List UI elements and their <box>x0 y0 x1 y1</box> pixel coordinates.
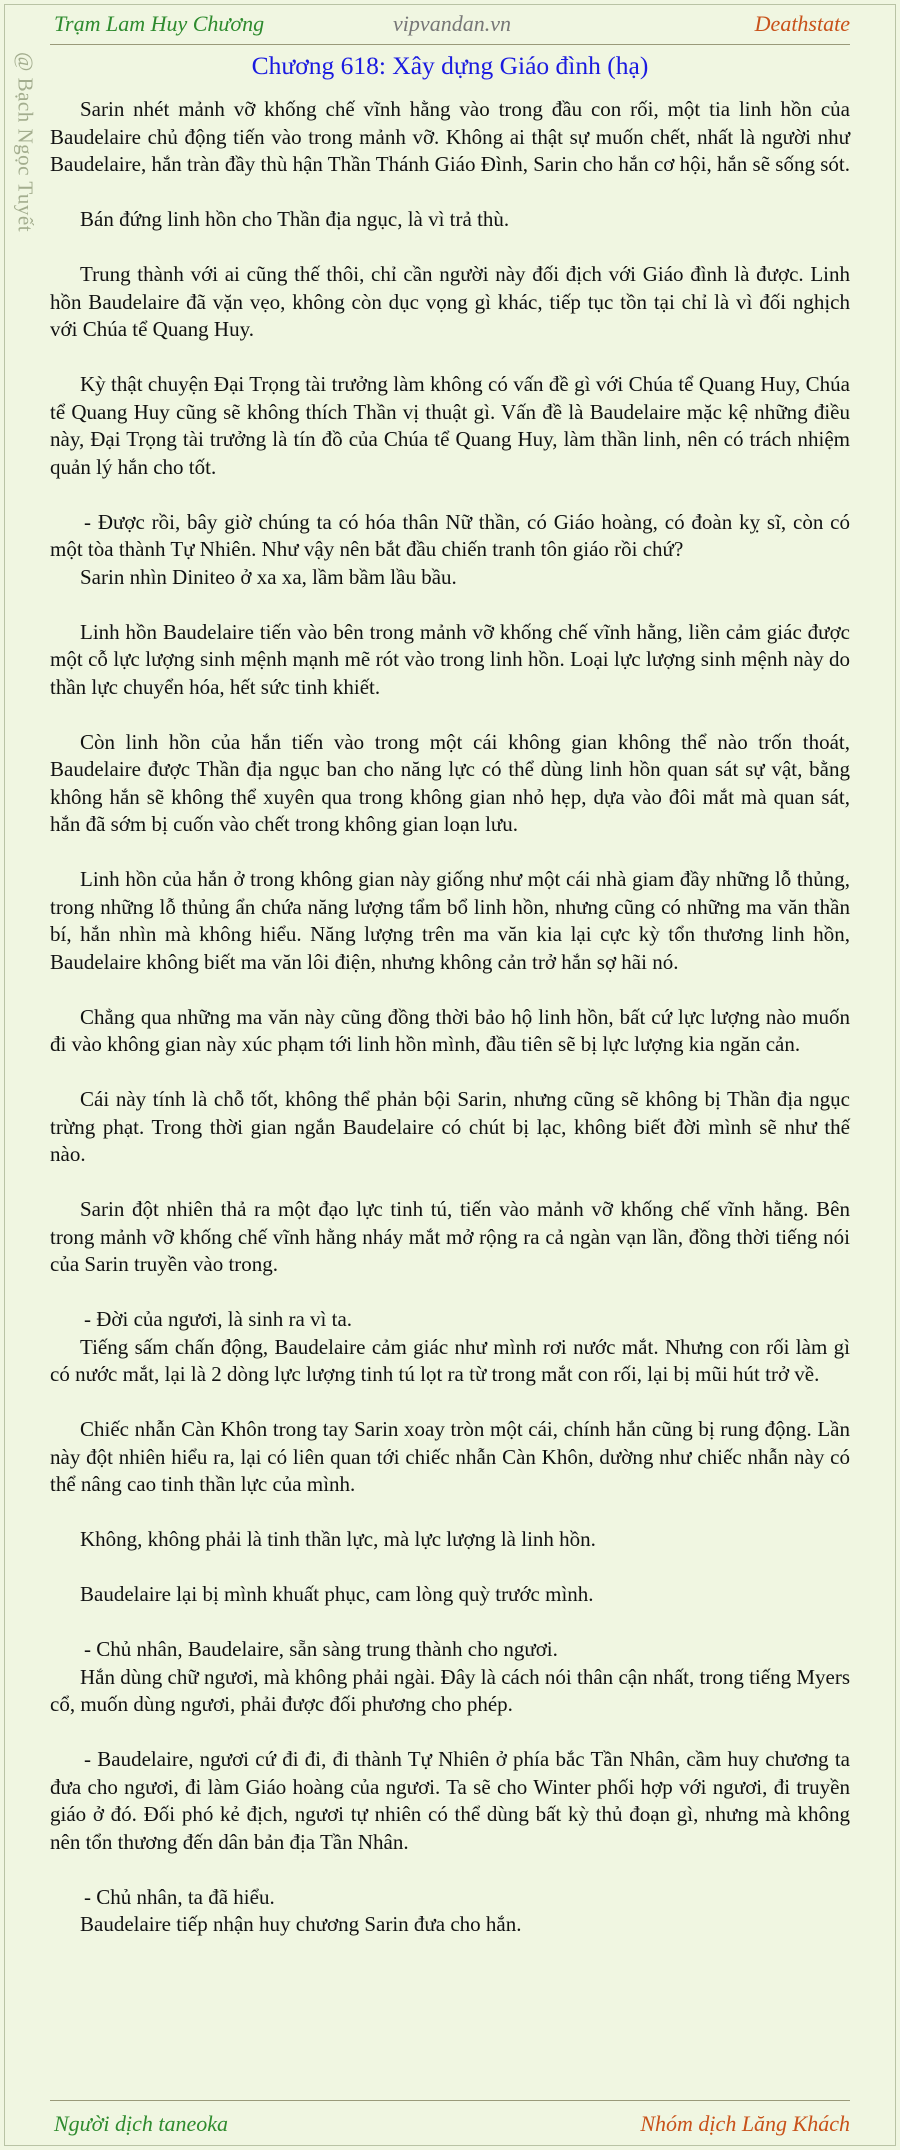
paragraph: Không, không phải là tinh thần lực, mà lực lượng là linh hồn. <box>80 1527 596 1551</box>
paragraph: Tiếng sấm chấn động, Baudelaire cảm giác như mình rơi nước mắt. Nhưng con rối làm gì có nước mắt, lại là 2 dòng lực lượng tinh tú lọt ra từ trong mắt con rối, lại bị mũi hút trở về. <box>50 1334 850 1386</box>
paragraph: Chiếc nhẫn Càn Khôn trong tay Sarin xoay tròn một cái, chính hắn cũng bị rung động. Lần này đột nhiên hiểu ra, lại có liên quan tới chiếc nhẫn Càn Khôn, dường như chiếc nhẫn này có thể nâng cao tinh thần lực của mình. <box>50 1417 850 1496</box>
page-footer <box>54 2104 850 2144</box>
dialogue-line: - Được rồi, bây giờ chúng ta có hóa thân Nữ thần, có Giáo hoàng, có đoàn kỵ sĩ, còn có một tòa thành Tự Nhiên. Như vậy nên bắt đầu chiến tranh tôn giáo rồi chứ? <box>50 509 850 561</box>
side-watermark <box>3 52 47 272</box>
paragraph: Baudelaire lại bị mình khuất phục, cam lòng quỳ trước mình. <box>80 1582 594 1606</box>
dialogue-line: - Baudelaire, ngươi cứ đi đi, đi thành Tự Nhiên ở phía bắc Tần Nhân, cầm huy chương ta đưa cho ngươi, đi làm Giáo hoàng của ngươi. Ta sẽ cho Winter phối hợp với ngươi, đi truyền giáo ở đó. Đối phó kẻ địch, ngươi tự nhiên có thể dùng bất kỳ thủ đoạn gì, nhưng mà không nên tổn thương đến dân bản địa Tần Nhân. <box>50 1747 850 1854</box>
paragraph: Trung thành với ai cũng thế thôi, chỉ cần người này đối địch với Giáo đình là được. Linh hồn Baudelaire đã vặn vẹo, không còn dục vọng gì khác, tiếp tục tồn tại chỉ là vì đối nghịch với Chúa tể Quang Huy. <box>50 262 850 341</box>
header-website: vipvandan.vn <box>393 11 511 36</box>
paragraph: Sarin đột nhiên thả ra một đạo lực tinh tú, tiến vào mảnh vỡ khống chế vĩnh hằng. Bên trong mảnh vỡ khống chế vĩnh hằng nháy mắt mở rộng ra cả ngàn vạn lần, đồng thời tiếng nói của Sarin truyền vào trong. <box>50 1197 850 1276</box>
paragraph: Baudelaire tiếp nhận huy chương Sarin đưa cho hắn. <box>80 1912 522 1936</box>
header-divider <box>50 44 850 45</box>
footer-group: Nhóm dịch Lăng Khách <box>640 2111 850 2136</box>
footer-translator: Người dịch taneoka <box>54 2111 229 2136</box>
paragraph: Linh hồn của hắn ở trong không gian này giống như một cái nhà giam đầy những lỗ thủng, trong những lỗ thủng ẩn chứa năng lượng tẩm bổ linh hồn, nhưng cũng có những ma văn thần bí, hắn nhìn mà không hiểu. Năng lượng trên ma văn kia lại cực kỳ tổn thương linh hồn, Baudelaire không biết ma văn lôi điện, nhưng không cản trở hắn sợ hãi nó. <box>50 867 850 974</box>
footer-divider <box>50 2100 850 2101</box>
header-book-title: Deathstate <box>754 11 850 36</box>
paragraph: Hắn dùng chữ ngươi, mà không phải ngài. Đây là cách nói thân cận nhất, trong tiếng Myers cổ, muốn dùng ngươi, phải được đối phương cho phép. <box>50 1664 850 1716</box>
paragraph: Kỳ thật chuyện Đại Trọng tài trưởng làm không có vấn đề gì với Chúa tể Quang Huy, Chúa tể Quang Huy cũng sẽ không thích Thần vị thuật gì. Vấn đề là Baudelaire mặc kệ những điều này, Đại Trọng tài trưởng là tín đồ của Chúa tể Quang Huy, làm thần linh, nên có trách nhiệm quản lý hắn cho tốt. <box>50 372 850 479</box>
page-header <box>54 6 850 42</box>
paragraph: Còn linh hồn của hắn tiến vào trong một cái không gian không thể nào trốn thoát, Baudelaire được Thần địa ngục ban cho năng lực có thể dùng linh hồn quan sát sự vật, bằng không hắn sẽ không thể xuyên qua trong không gian nhỏ hẹp, dựa vào đôi mắt mà quan sát, hắn đã sớm bị cuốn vào chết trong không gian loạn lưu. <box>50 729 850 836</box>
chapter-body <box>50 96 850 1939</box>
header-site-name: Trạm Lam Huy Chương <box>54 11 265 36</box>
chapter-title: Chương 618: Xây dựng Giáo đình (hạ) <box>251 51 649 80</box>
paragraph: Linh hồn Baudelaire tiến vào bên trong mảnh vỡ khống chế vĩnh hằng, liền cảm giác được một cỗ lực lượng sinh mệnh mạnh mẽ rót vào trong linh hồn. Loại lực lượng sinh mệnh này do thần lực chuyển hóa, hết sức tinh khiết. <box>50 619 850 699</box>
paragraph: Chẳng qua những ma văn này cũng đồng thời bảo hộ linh hồn, bất cứ lực lượng nào muốn đi vào không gian này xúc phạm tới linh hồn mình, đầu tiên sẽ bị lực lượng kia ngăn cản. <box>50 1004 850 1056</box>
dialogue-line: - Chủ nhân, ta đã hiểu. <box>84 1884 275 1909</box>
watermark-text: @ Bạch Ngọc Tuyết <box>13 52 38 233</box>
dialogue-line: - Chủ nhân, Baudelaire, sẵn sàng trung thành cho ngươi. <box>84 1637 558 1661</box>
paragraph: Bán đứng linh hồn cho Thần địa ngục, là vì trả thù. <box>80 207 510 231</box>
paragraph: Cái này tính là chỗ tốt, không thể phản bội Sarin, nhưng cũng sẽ không bị Thần địa ngục trừng phạt. Trong thời gian ngắn Baudelaire có chút bị lạc, không biết đời mình sẽ như thế nào. <box>50 1087 850 1166</box>
paragraph: Sarin nhìn Diniteo ở xa xa, lầm bầm lầu bầu. <box>80 564 457 589</box>
dialogue-line: - Đời của ngươi, là sinh ra vì ta. <box>84 1307 353 1331</box>
paragraph: Sarin nhét mảnh vỡ khống chế vĩnh hằng vào trong đầu con rối, một tia linh hồn của Baudelaire chủ động tiến vào trong mảnh vỡ. Không ai thật sự muốn chết, nhất là người như Baudelaire, hắn tràn đầy thù hận Thần Thánh Giáo Đình, Sarin cho hắn cơ hội, hắn sẽ sống sót. <box>50 97 850 176</box>
